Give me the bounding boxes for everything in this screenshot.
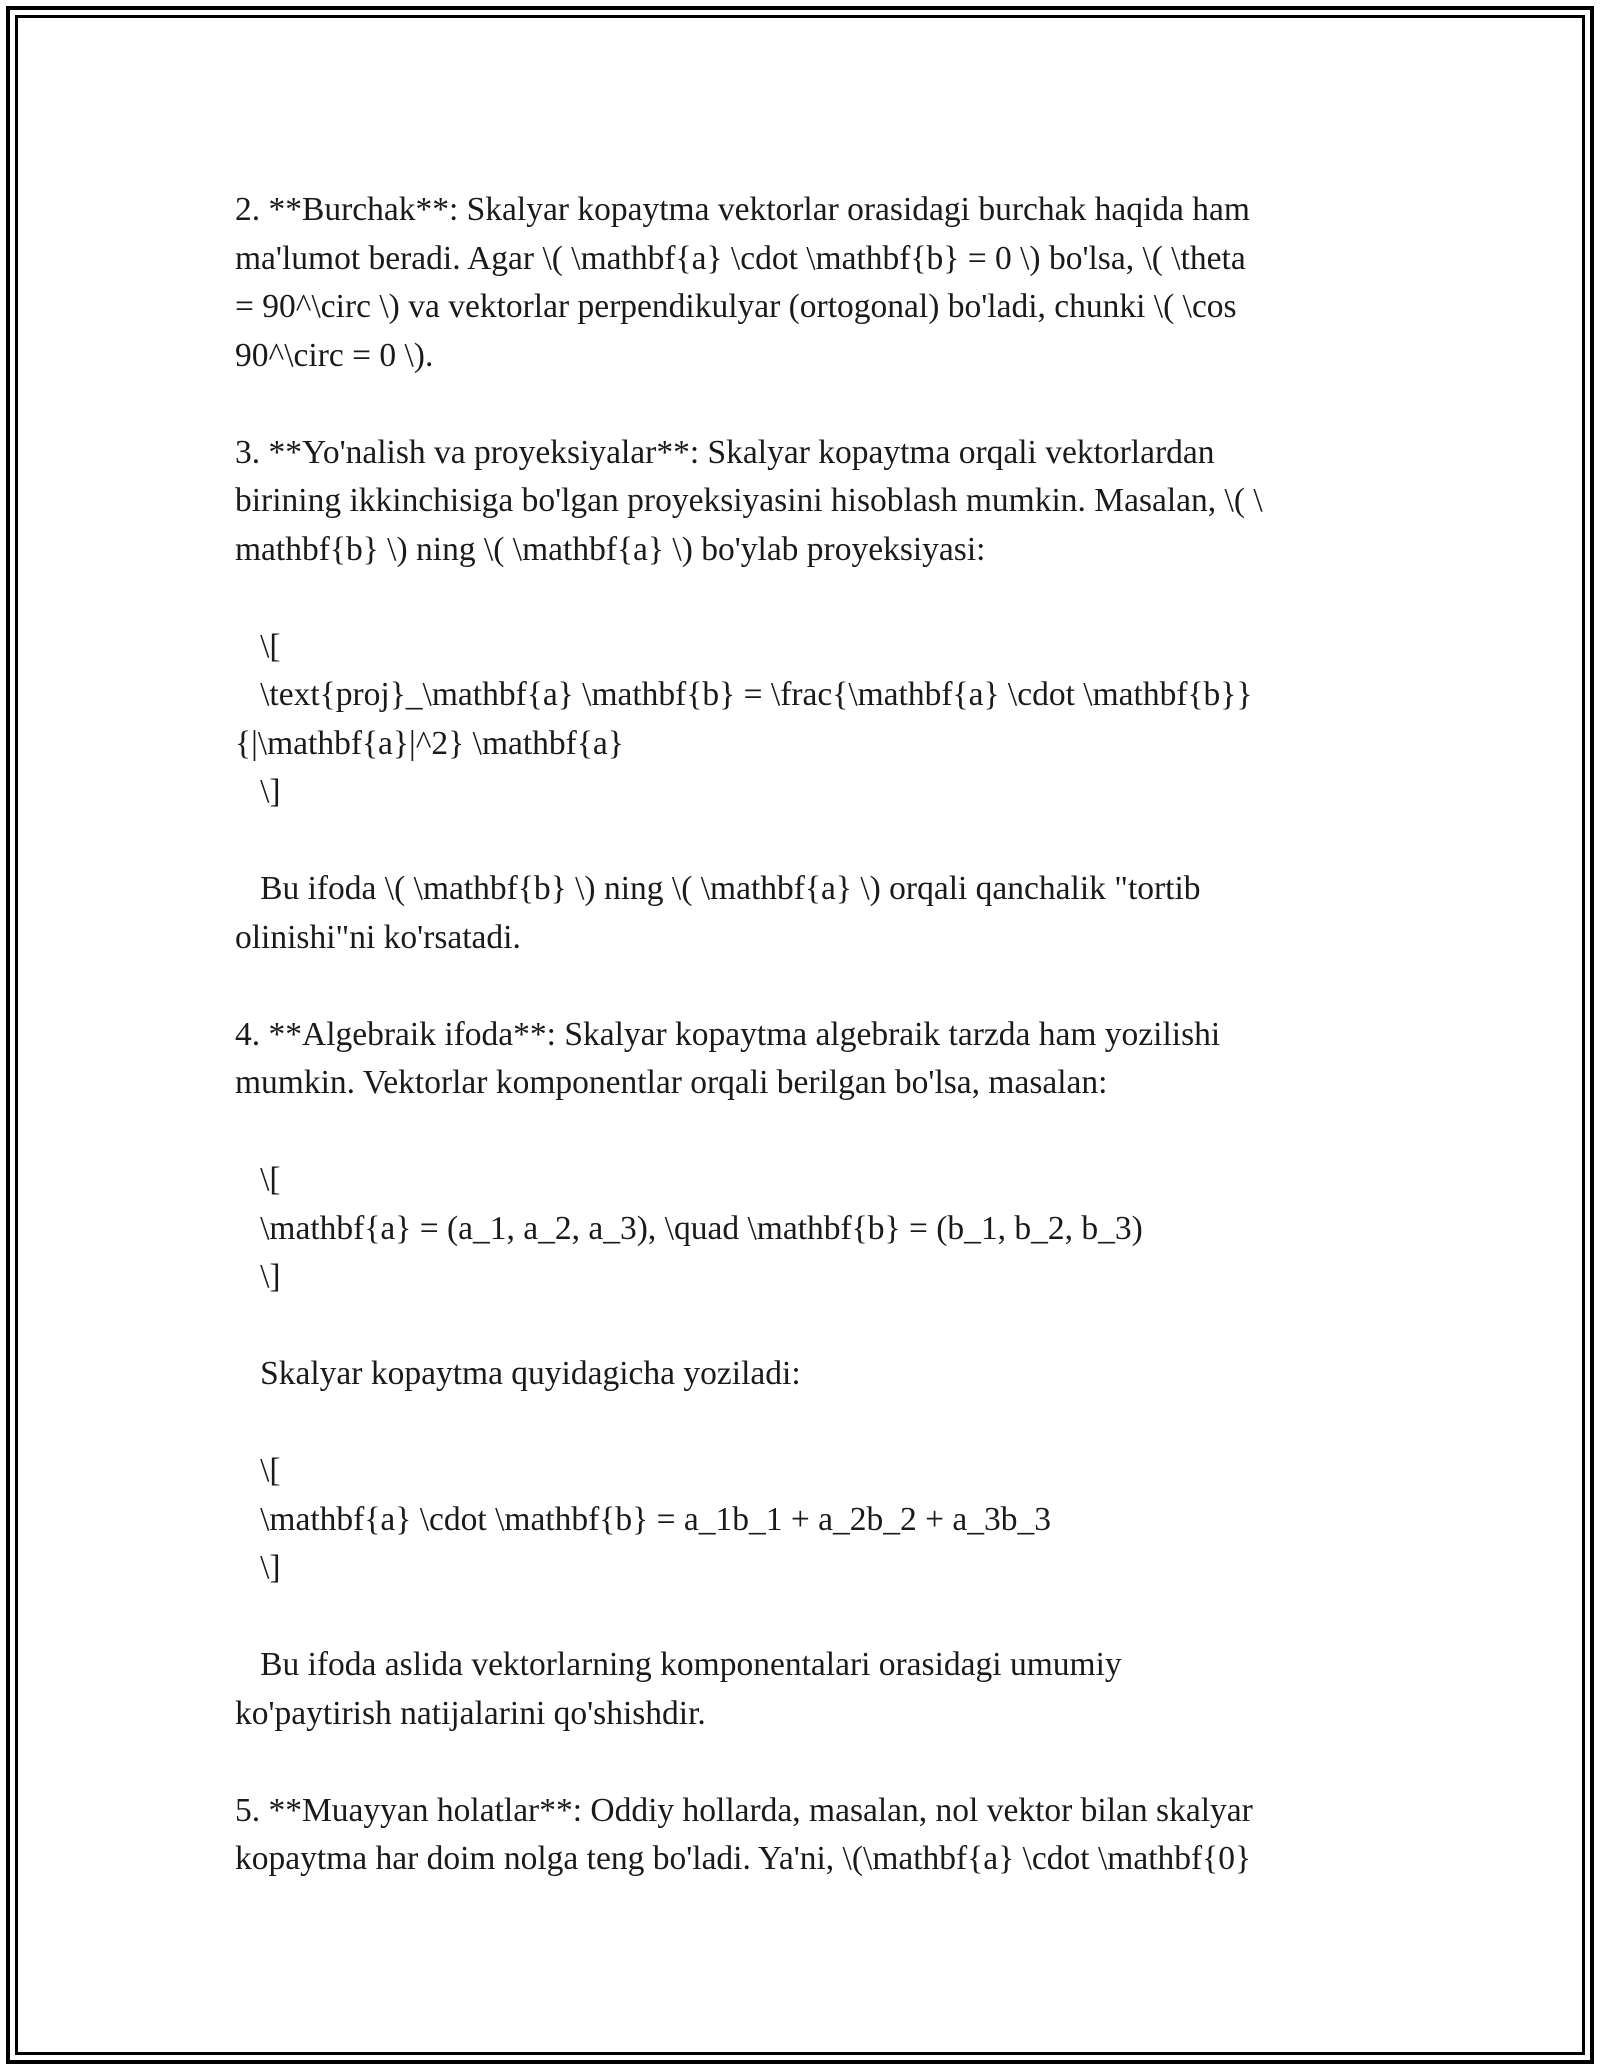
text-line: 5. **Muayyan holatlar**: Oddiy hollarda, masalan, nol vektor bilan skalyar — [235, 1791, 1253, 1829]
text-line: \text{proj}_\mathbf{a} \mathbf{b} = \frac{\mathbf{a} \cdot \mathbf{b}} — [235, 676, 1253, 713]
text-line: Bu ifoda aslida vektorlarning komponentalari orasidagi umumiy — [235, 1646, 1122, 1683]
text-line: kopaytma har doim nolga teng bo'ladi. Ya'ni, \(\mathbf{a} \cdot \mathbf{0} — [235, 1840, 1252, 1877]
blank-line — [235, 1738, 1365, 1787]
text-line: ko'paytirish natijalarini qo'shishdir. — [235, 1694, 706, 1732]
text-line: 2. **Burchak**: Skalyar kopaytma vektorlar orasidagi burchak haqida ham — [235, 191, 1250, 228]
text-line: \[ — [235, 627, 281, 665]
text-line: \] — [235, 773, 281, 810]
text-line: = 90^\circ \) va vektorlar perpendikulyar (ortogonal) bo'ladi, chunki \( \cos — [235, 288, 1237, 325]
text-line: 4. **Algebraik ifoda**: Skalyar kopaytma algebraik tarzda ham yozilishi — [235, 1015, 1221, 1053]
text-line: {|\mathbf{a}|^2} \mathbf{a} — [235, 724, 624, 762]
text-line: 90^\circ = 0 \). — [235, 336, 434, 374]
text-line: olinishi"ni ko'rsatadi. — [235, 918, 521, 956]
text-line: 3. **Yo'nalish va proyeksiyalar**: Skalyar kopaytma orqali vektorlardan — [235, 433, 1215, 471]
document-body — [235, 186, 1365, 1884]
text-line: \mathbf{a} \cdot \mathbf{b} = a_1b_1 + a_2b_2 + a_3b_3 — [235, 1500, 1051, 1538]
blank-line — [235, 380, 1365, 429]
blank-line — [235, 817, 1365, 866]
blank-line — [235, 1399, 1365, 1448]
blank-line — [235, 1593, 1365, 1642]
text-line: ma'lumot beradi. Agar \( \mathbf{a} \cdot \mathbf{b} = 0 \) bo'lsa, \( \theta — [235, 239, 1246, 277]
text-line: \[ — [235, 1452, 281, 1489]
blank-line — [235, 1302, 1365, 1351]
text-line: \] — [235, 1258, 281, 1295]
blank-line — [235, 574, 1365, 623]
blank-line — [235, 962, 1365, 1011]
text-line: mumkin. Vektorlar komponentlar orqali berilgan bo'lsa, masalan: — [235, 1064, 1108, 1101]
text-line: \] — [235, 1549, 281, 1586]
text-line: Bu ifoda \( \mathbf{b} \) ning \( \mathbf{a} \) orqali qanchalik "tortib — [235, 870, 1201, 907]
blank-line — [235, 1108, 1365, 1157]
text-line: \mathbf{a} = (a_1, a_2, a_3), \quad \mathbf{b} = (b_1, b_2, b_3) — [235, 1209, 1143, 1247]
text-line: \[ — [235, 1161, 281, 1198]
text-line: birining ikkinchisiga bo'lgan proyeksiyasini hisoblash mumkin. Masalan, \( \ — [235, 482, 1263, 519]
text-line: Skalyar kopaytma quyidagicha yoziladi: — [235, 1355, 801, 1392]
text-line: mathbf{b} \) ning \( \mathbf{a} \) bo'ylab proyeksiyasi: — [235, 530, 986, 568]
